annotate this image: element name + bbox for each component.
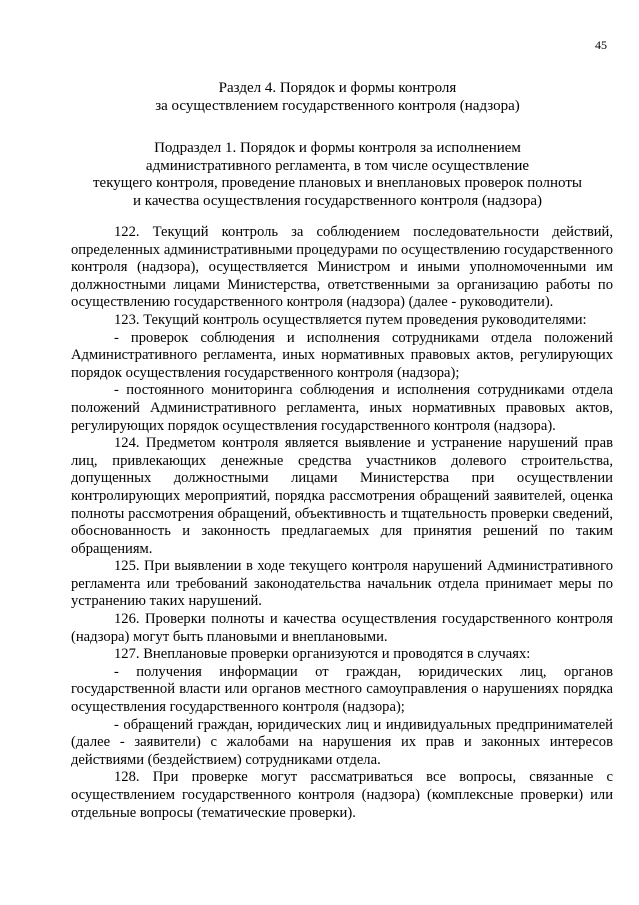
paragraph-125: 125. При выявлении в ходе текущего контроля нарушений Административного регламента или требований законодательства начальник отдела принимает меры по устранению таких нарушений.: [71, 558, 613, 610]
subsection-heading-line: текущего контроля, проведение плановых и внеплановых проверок полноты: [93, 175, 582, 191]
list-item-monitoring: - постоянного мониторинга соблюдения и исполнения сотрудниками отдела положений Административного регламента, иных нормативных правовых актов, регулирующих порядок осуществления государственного контроля (надзора).: [71, 382, 613, 434]
paragraph-127: 127. Внеплановые проверки организуются и проводятся в случаях:: [114, 646, 531, 663]
section-heading-line: за осуществлением государственного контроля (надзора): [155, 97, 520, 114]
list-item-checks: - проверок соблюдения и исполнения сотрудниками отдела положений Административного регламента, иных нормативных правовых актов, регулирующих порядок осуществления государственного контроля (надзора);: [71, 329, 613, 381]
body-text: [71, 224, 613, 822]
subsection-heading: [60, 140, 615, 210]
paragraph-126: 126. Проверки полноты и качества осуществления государственного контроля (надзора) могут быть плановыми и внеплановыми.: [71, 611, 613, 645]
section-heading: [60, 80, 615, 115]
paragraph-122: 122. Текущий контроль за соблюдением последовательности действий, определенных административными процедурами по осуществлению государственного контроля (надзора), осуществляется Министром и иными уполномоченными им должностными лицами Министерства, ответственными за организацию работы по осуществлению государственного контроля (надзора) (далее - руководители).: [71, 224, 613, 311]
page-number: 45: [595, 38, 607, 52]
paragraph-124: 124. Предметом контроля является выявление и устранение нарушений прав лиц, привлекающих денежные средства участников долевого строительства, допущенных должностными лицами Министерства при осуществлении контролирующих мероприятий, порядка рассмотрения обращений заявителей, оценка полноты рассмотрения обращений, объективность и тщательность проверки сведений, обоснованность и законность предлагаемых для принятия решений по таким обращениям.: [71, 435, 613, 557]
paragraph-123: 123. Текущий контроль осуществляется путем проведения руководителями:: [114, 311, 587, 328]
section-heading-line: Раздел 4. Порядок и формы контроля: [218, 80, 457, 96]
subsection-heading-line: административного регламента, в том числе осуществление: [145, 157, 530, 174]
subsection-heading-line: Подраздел 1. Порядок и формы контроля за исполнением: [154, 140, 521, 156]
list-item-information: - получения информации от граждан, юридических лиц, органов государственной власти или органов местного самоуправления о нарушениях порядка осуществления государственного контроля (надзора);: [71, 663, 613, 716]
list-item-complaints: - обращений граждан, юридических лиц и индивидуальных предпринимателей (далее - заявители) с жалобами на нарушения их прав и законных интересов действиями (бездействием) сотрудниками отдела.: [71, 716, 613, 768]
paragraph-128: 128. При проверке могут рассматриваться все вопросы, связанные с осуществлением государственного контроля (надзора) (комплексные проверки) или отдельные вопросы (тематические проверки).: [71, 769, 613, 821]
subsection-heading-line: и качества осуществления государственного контроля (надзора): [133, 192, 542, 209]
